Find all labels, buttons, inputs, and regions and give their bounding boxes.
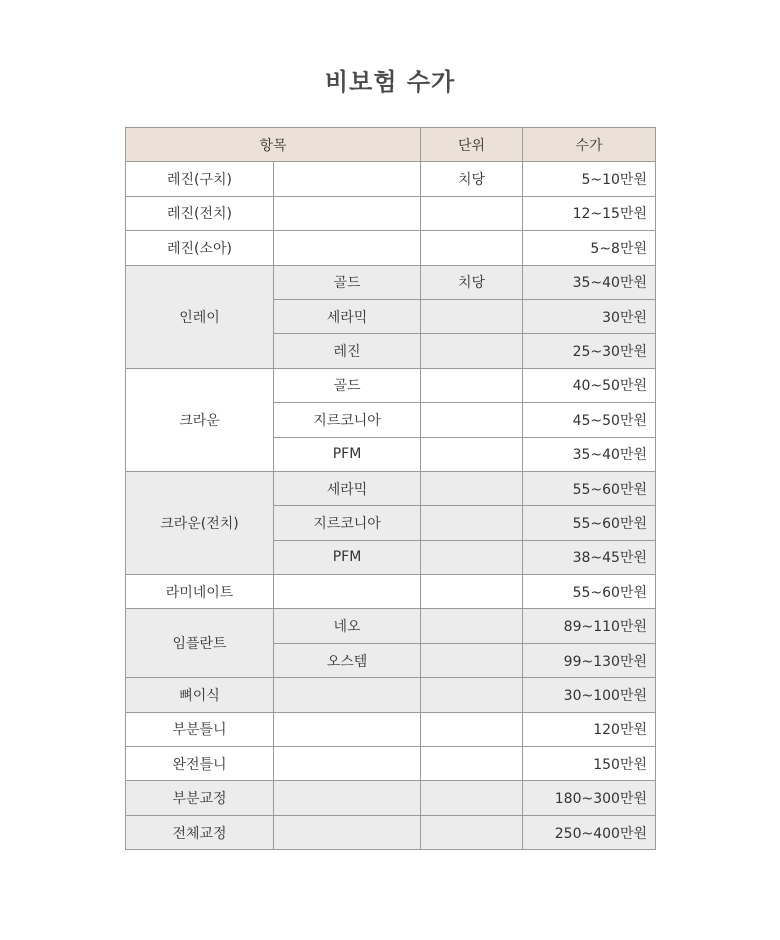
unit-cell (421, 575, 523, 609)
sub-item-cell: 지르코니아 (274, 506, 421, 540)
table-row (126, 575, 656, 609)
item-cell: 전체교정 (126, 815, 274, 849)
item-cell: 크라운(전치) (126, 471, 274, 574)
price-cell: 40~50만원 (523, 368, 656, 402)
table-row (126, 368, 656, 402)
sub-item-cell (274, 747, 421, 781)
sub-item-cell: PFM (274, 437, 421, 471)
price-cell: 45~50만원 (523, 403, 656, 437)
sub-item-cell: 세라믹 (274, 299, 421, 333)
sub-item-cell: 골드 (274, 265, 421, 299)
header-unit: 단위 (421, 128, 523, 162)
item-cell: 레진(전치) (126, 196, 274, 230)
price-cell: 180~300만원 (523, 781, 656, 815)
sub-item-cell (274, 781, 421, 815)
item-cell: 부분교정 (126, 781, 274, 815)
price-cell: 150만원 (523, 747, 656, 781)
sub-item-cell (274, 162, 421, 196)
price-cell: 99~130만원 (523, 643, 656, 677)
price-cell: 38~45만원 (523, 540, 656, 574)
table-row (126, 162, 656, 196)
unit-cell (421, 334, 523, 368)
table-row (126, 815, 656, 849)
table-row (126, 678, 656, 712)
price-cell: 55~60만원 (523, 575, 656, 609)
unit-cell (421, 299, 523, 333)
item-cell: 완전틀니 (126, 747, 274, 781)
unit-cell (421, 437, 523, 471)
unit-cell (421, 368, 523, 402)
item-cell: 레진(구치) (126, 162, 274, 196)
price-cell: 30만원 (523, 299, 656, 333)
sub-item-cell: 네오 (274, 609, 421, 643)
sub-item-cell: 지르코니아 (274, 403, 421, 437)
unit-cell (421, 678, 523, 712)
header-item: 항목 (126, 128, 421, 162)
unit-cell (421, 403, 523, 437)
unit-cell (421, 781, 523, 815)
page-title: 비보험 수가 (324, 68, 456, 96)
sub-item-cell: 오스템 (274, 643, 421, 677)
unit-cell (421, 471, 523, 505)
table-row (126, 747, 656, 781)
unit-cell: 치당 (421, 265, 523, 299)
fee-table (125, 127, 656, 850)
item-cell: 부분틀니 (126, 712, 274, 746)
price-cell: 35~40만원 (523, 437, 656, 471)
sub-item-cell (274, 231, 421, 265)
table-row (126, 712, 656, 746)
unit-cell (421, 712, 523, 746)
table-row (126, 471, 656, 505)
sub-item-cell (274, 575, 421, 609)
sub-item-cell: 골드 (274, 368, 421, 402)
unit-cell (421, 231, 523, 265)
table-header-row (126, 128, 656, 162)
price-cell: 5~10만원 (523, 162, 656, 196)
table-row (126, 781, 656, 815)
price-cell: 25~30만원 (523, 334, 656, 368)
table-row (126, 265, 656, 299)
price-cell: 89~110만원 (523, 609, 656, 643)
price-cell: 5~8만원 (523, 231, 656, 265)
unit-cell (421, 506, 523, 540)
sub-item-cell: 세라믹 (274, 471, 421, 505)
price-cell: 250~400만원 (523, 815, 656, 849)
price-cell: 55~60만원 (523, 506, 656, 540)
table-row (126, 609, 656, 643)
unit-cell (421, 196, 523, 230)
item-cell: 라미네이트 (126, 575, 274, 609)
unit-cell (421, 540, 523, 574)
unit-cell (421, 643, 523, 677)
price-cell: 12~15만원 (523, 196, 656, 230)
unit-cell: 치당 (421, 162, 523, 196)
item-cell: 크라운 (126, 368, 274, 471)
sub-item-cell (274, 678, 421, 712)
price-cell: 35~40만원 (523, 265, 656, 299)
header-price: 수가 (523, 128, 656, 162)
unit-cell (421, 609, 523, 643)
item-cell: 임플란트 (126, 609, 274, 678)
sub-item-cell: PFM (274, 540, 421, 574)
table-row (126, 196, 656, 230)
item-cell: 뼈이식 (126, 678, 274, 712)
sub-item-cell (274, 196, 421, 230)
sub-item-cell: 레진 (274, 334, 421, 368)
item-cell: 인레이 (126, 265, 274, 368)
sub-item-cell (274, 712, 421, 746)
unit-cell (421, 747, 523, 781)
item-cell: 레진(소아) (126, 231, 274, 265)
price-cell: 55~60만원 (523, 471, 656, 505)
table-row (126, 231, 656, 265)
unit-cell (421, 815, 523, 849)
price-cell: 30~100만원 (523, 678, 656, 712)
sub-item-cell (274, 815, 421, 849)
price-cell: 120만원 (523, 712, 656, 746)
